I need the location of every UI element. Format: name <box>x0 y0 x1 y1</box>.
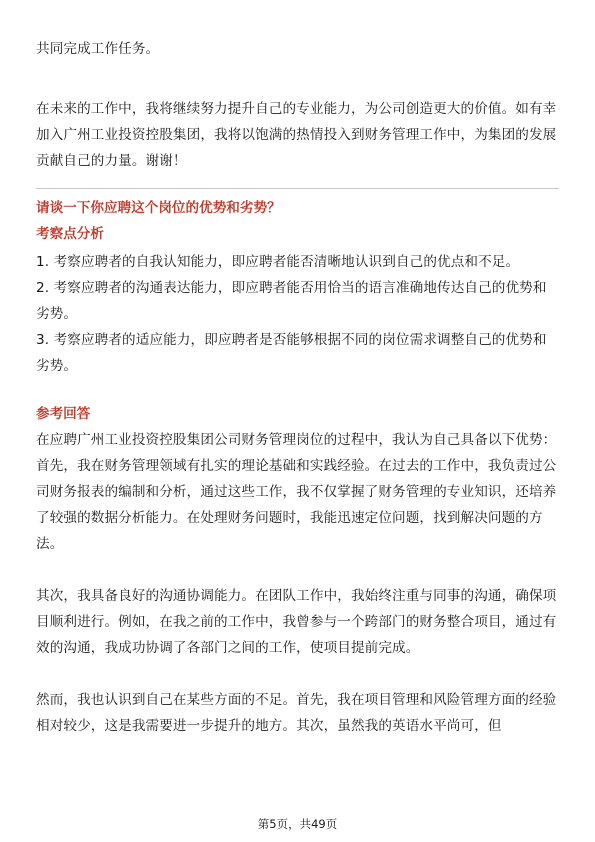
continuation-text: 共同完成工作任务。 <box>36 41 160 57</box>
analysis-item: 2. 考察应聘者的沟通表达能力，即应聘者能否用恰当的语言准确地传达自己的优势和劣势。 <box>36 280 547 322</box>
section-divider <box>36 188 559 189</box>
answer-heading: 参考回答 <box>36 406 91 422</box>
closing-paragraph: 在未来的工作中，我将继续努力提升自己的专业能力，为公司创造更大的价值。如有幸加入广州工业投资控股集团，我将以饱满的热情投入到财务管理工作中，为集团的发展贡献自己的力量。谢谢！ <box>36 101 557 169</box>
paragraph-gap <box>36 661 559 687</box>
analysis-list <box>36 249 559 379</box>
answer-paragraph: 在应聘广州工业投资控股集团公司财务管理岗位的过程中，我认为自己具备以下优势： <box>36 432 557 448</box>
analysis-heading: 考察点分析 <box>36 226 104 242</box>
answer-body <box>36 427 559 739</box>
answer-paragraph: 其次，我具备良好的沟通协调能力。在团队工作中，我始终注重与同事的沟通，确保项目顺利进行。例如，在我之前的工作中，我曾参与一个跨部门的财务整合项目，通过有效的沟通，我成功协调了各部门之间的工作，使项目提前完成。 <box>36 588 557 656</box>
page-number: 第5页，共49页 <box>257 817 338 831</box>
interview-question: 请谈一下你应聘这个岗位的优势和劣势？ <box>36 200 281 216</box>
analysis-item: 1. 考察应聘者的自我认知能力，即应聘者能否清晰地认识到自己的优点和不足。 <box>36 254 520 270</box>
analysis-item: 3. 考察应聘者的适应能力，即应聘者是否能够根据不同的岗位需求调整自己的优势和劣势。 <box>36 332 547 374</box>
answer-paragraph: 然而，我也认识到自己在某些方面的不足。首先，我在项目管理和风险管理方面的经验相对较少，这是我需要进一步提升的地方。其次，虽然我的英语水平尚可，但 <box>36 692 557 734</box>
answer-paragraph: 首先，我在财务管理领域有扎实的理论基础和实践经验。在过去的工作中，我负责过公司财务报表的编制和分析，通过这些工作，我不仅掌握了财务管理的专业知识，还培养了较强的数据分析能力。在处理财务问题时，我能迅速定位问题，找到解决问题的方法。 <box>36 458 557 552</box>
paragraph-gap <box>36 557 559 583</box>
